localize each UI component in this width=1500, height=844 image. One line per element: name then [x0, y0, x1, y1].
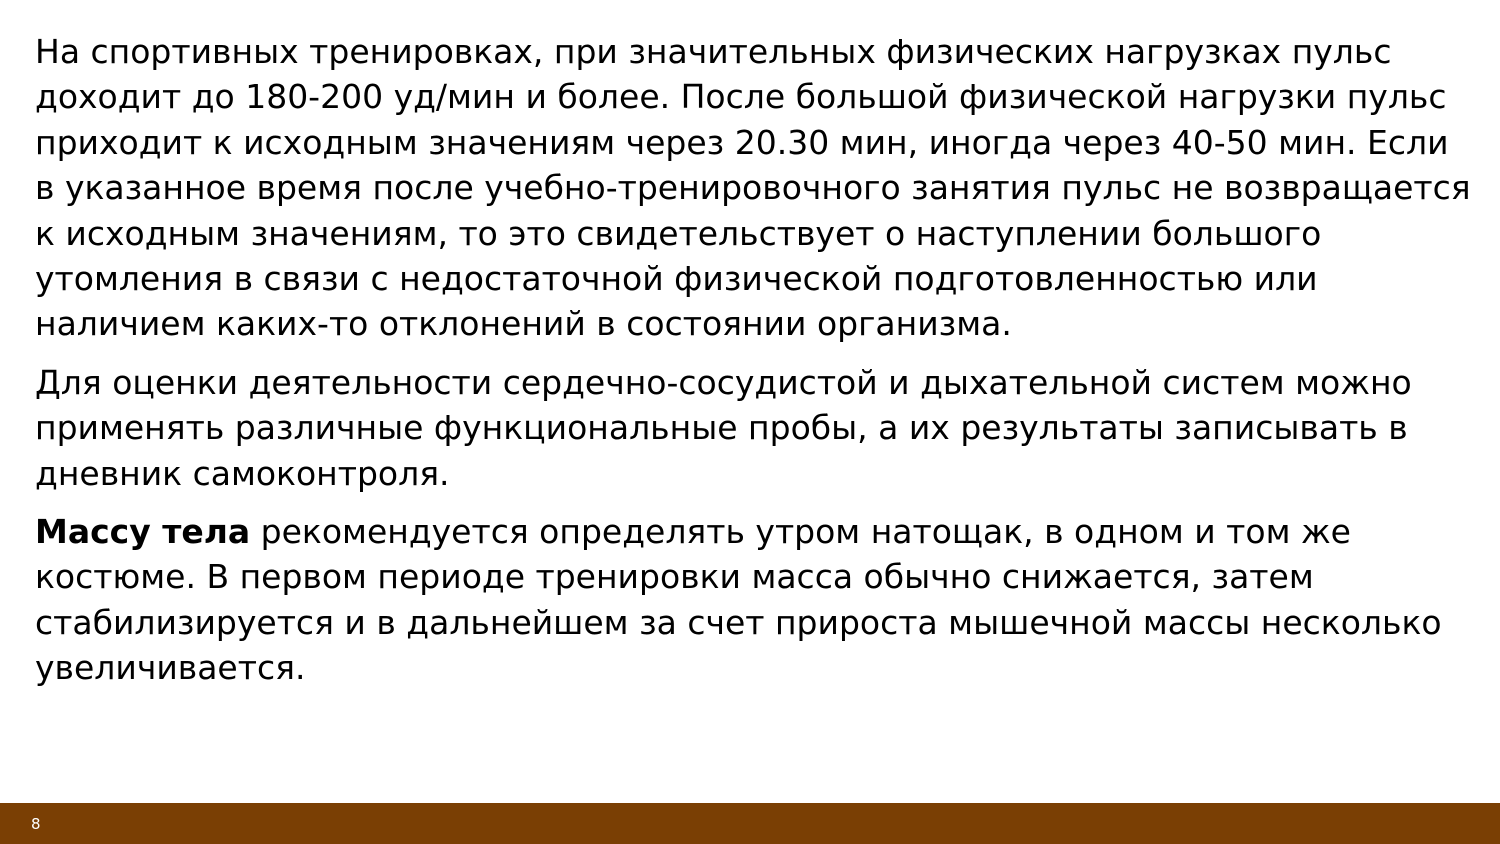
body-mass-term: Массу тела	[35, 512, 251, 552]
paragraph-body-mass	[35, 509, 1475, 691]
page-number: 8	[31, 815, 41, 833]
footer-bar	[0, 803, 1500, 844]
body-mass-text: рекомендуется определять утром натощак, в одном и том же костюме. В первом периоде тренировки масса обычно снижается, затем стабилизируется и в дальнейшем за счет прироста мышечной массы несколько увеличивается.	[35, 512, 1442, 688]
paragraph-functional-tests: Для оценки деятельности сердечно-сосудистой и дыхательной систем можно применять различные функциональные пробы, а их результаты записывать в дневник самоконтроля.	[35, 362, 1412, 493]
paragraph-pulse: На спортивных тренировках, при значительных физических нагрузках пульс доходит до 180-200 уд/мин и более. После большой физической нагрузки пульс приходит к исходным значениям через 20.30 мин, иногда через 40-50 мин. Если в указанное время после учебно-тренировочного занятия пульс не возвращается к исходным значениям, то это свидетельствует о наступлении большого утомления в связи с недостаточной физической подготовленностью или наличием каких-то отклонений в состоянии организма.	[35, 32, 1471, 344]
slide-body	[35, 29, 1475, 704]
